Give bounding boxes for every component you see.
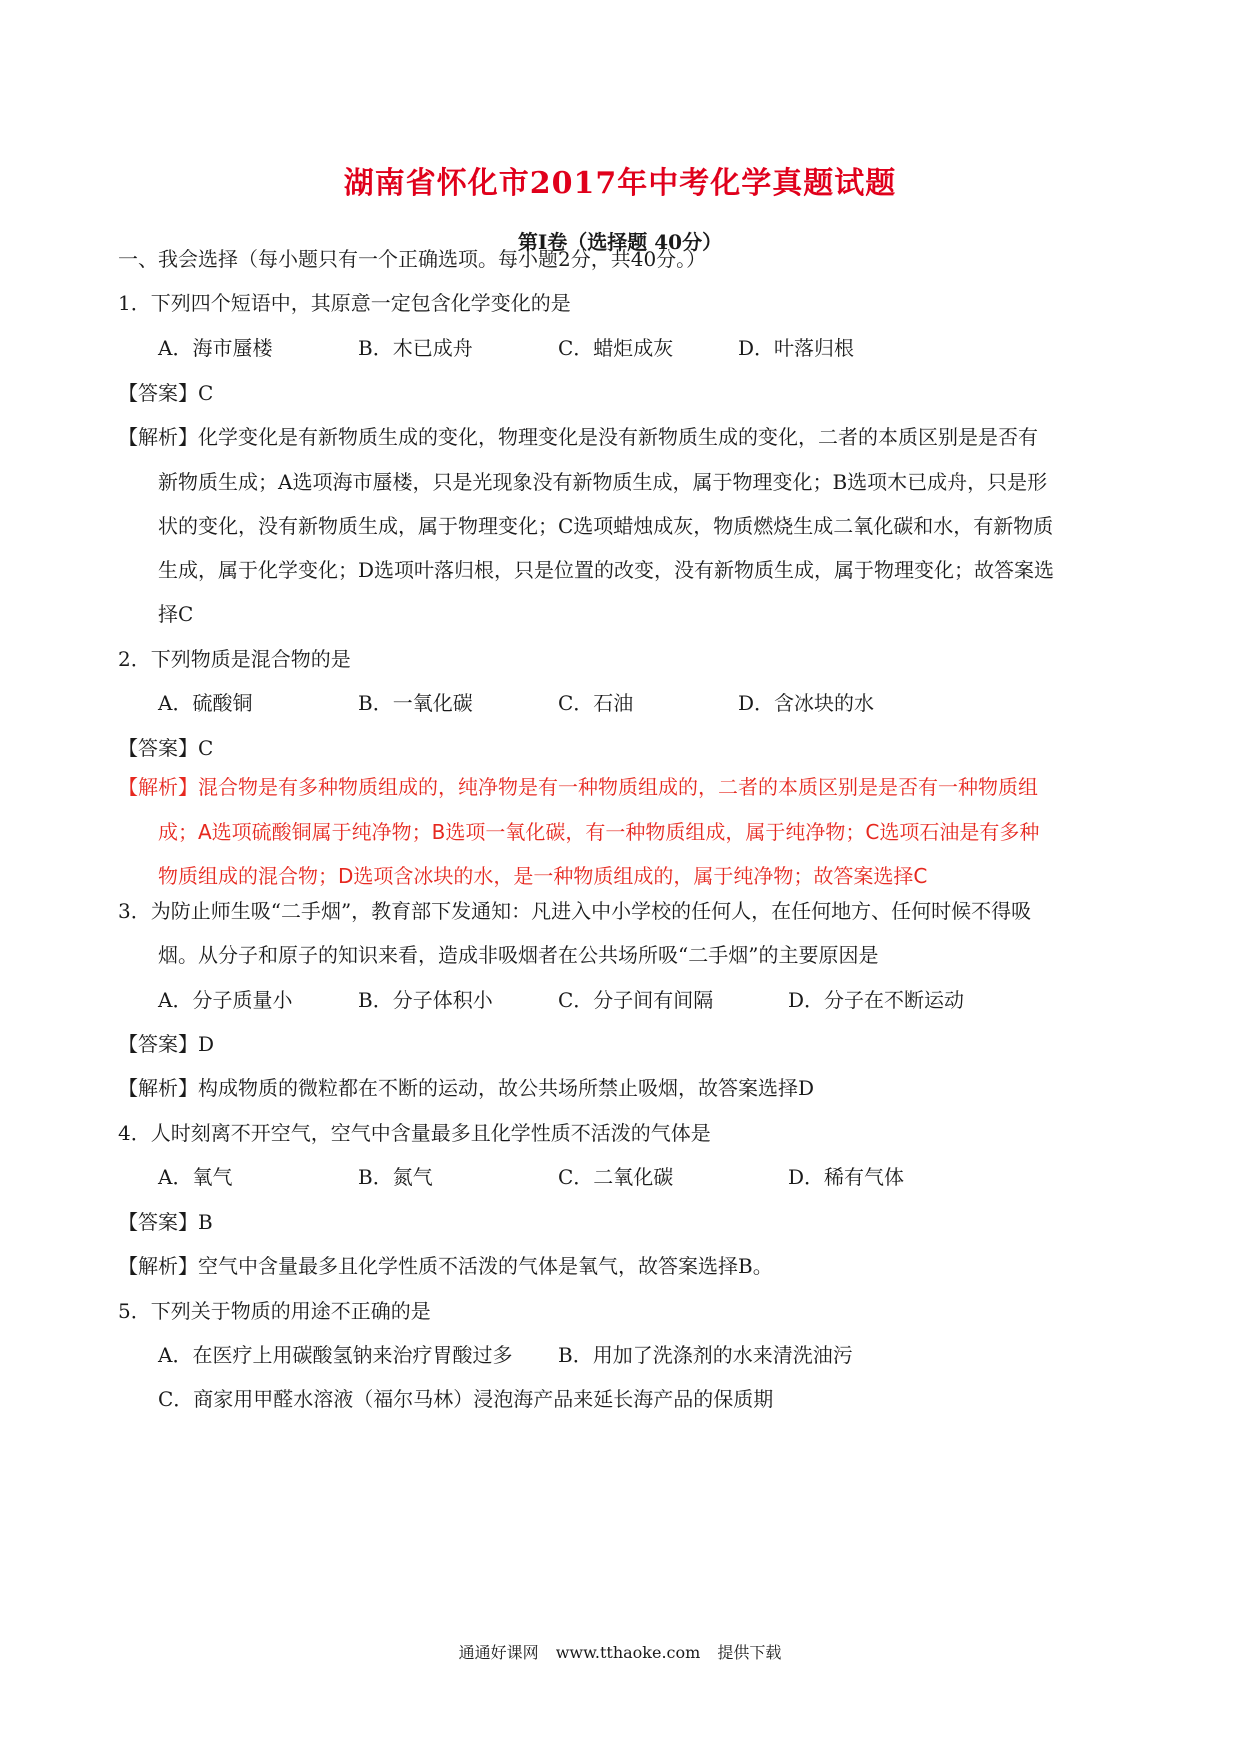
q4-option-d: D．稀有气体 <box>788 1165 905 1189</box>
q5-option-a: A．在医疗上用碳酸氢钠来治疗胃酸过多 <box>158 1343 513 1367</box>
footer-site-name: 通通好课网 <box>458 1643 539 1662</box>
question-1-answer: 【答案】C <box>118 381 214 405</box>
question-2-explanation-line-2: 成；A选项硫酸铜属于纯净物；B选项一氧化碳，有一种物质组成，属于纯净物；C选项石油是有多种 <box>158 820 1040 844</box>
page-title: 湖南省怀化市2017年中考化学真题试题 <box>343 166 897 201</box>
question-3-stem-line-1: 3．为防止师生吸“二手烟”，教育部下发通知：凡进入中小学校的任何人，在任何地方、任何时候不得吸 <box>118 899 1032 923</box>
q2-option-d: D．含冰块的水 <box>738 691 875 715</box>
question-2-stem: 2．下列物质是混合物的是 <box>118 647 351 671</box>
q3-option-d: D．分子在不断运动 <box>788 988 965 1012</box>
question-1-stem: 1．下列四个短语中，其原意一定包含化学变化的是 <box>118 291 571 315</box>
q5-option-b: B．用加了洗涤剂的水来清洗油污 <box>558 1343 853 1367</box>
q1-option-a: A．海市蜃楼 <box>158 336 273 360</box>
q1-option-d: D．叶落归根 <box>738 336 855 360</box>
question-2-explanation-line-3: 物质组成的混合物；D选项含冰块的水，是一种物质组成的，属于纯净物；故答案选择C <box>158 864 928 888</box>
explanation-label: 【解析】 <box>118 1254 198 1278</box>
question-3-explanation: 【解析】构成物质的微粒都在不断的运动，故公共场所禁止吸烟，故答案选择D <box>118 1076 815 1100</box>
question-1-explanation-line-2: 新物质生成；A选项海市蜃楼，只是光现象没有新物质生成，属于物理变化；B选项木已成舟，只是形 <box>158 470 1048 494</box>
explanation-label: 【解析】 <box>118 775 198 799</box>
q2-option-c: C．石油 <box>558 691 634 715</box>
question-4-options <box>158 1164 1058 1190</box>
question-1-explanation-line-1: 【解析】化学变化是有新物质生成的变化，物理变化是没有新物质生成的变化，二者的本质区别是是否有 <box>118 425 1038 449</box>
q4-option-c: C．二氧化碳 <box>558 1165 674 1189</box>
q4-option-b: B．氮气 <box>358 1165 433 1189</box>
question-5-stem: 5．下列关于物质的用途不正确的是 <box>118 1299 431 1323</box>
question-2-options <box>158 690 1058 716</box>
q3-option-a: A．分子质量小 <box>158 988 293 1012</box>
q2-option-b: B．一氧化碳 <box>358 691 473 715</box>
question-4-explanation: 【解析】空气中含量最多且化学性质不活泼的气体是氧气，故答案选择B。 <box>118 1254 773 1278</box>
question-2-answer: 【答案】C <box>118 736 214 760</box>
section-heading: 一、我会选择（每小题只有一个正确选项。每小题2分，共40分。） <box>118 247 707 271</box>
question-2-explanation-line-1: 【解析】混合物是有多种物质组成的，纯净物是有一种物质组成的，二者的本质区别是是否有一种物质组 <box>118 775 1038 799</box>
question-1-explanation-line-3: 状的变化，没有新物质生成，属于物理变化；C选项蜡烛成灰，物质燃烧生成二氧化碳和水，有新物质 <box>158 514 1054 538</box>
q4-option-a: A．氧气 <box>158 1165 233 1189</box>
footer-url: www.tthaoke.com <box>555 1643 701 1662</box>
question-1-explanation-line-5: 择C <box>158 602 194 626</box>
question-1-explanation-line-4: 生成，属于化学变化；D选项叶落归根，只是位置的改变，没有新物质生成，属于物理变化；故答案选 <box>158 558 1055 582</box>
q3-option-c: C．分子间有间隔 <box>558 988 714 1012</box>
question-3-answer: 【答案】D <box>118 1032 215 1056</box>
question-1-options <box>158 335 1058 361</box>
q1-option-c: C．蜡炬成灰 <box>558 336 674 360</box>
q3-option-b: B．分子体积小 <box>358 988 493 1012</box>
explanation-label: 【解析】 <box>118 425 198 449</box>
q2-option-a: A．硫酸铜 <box>158 691 253 715</box>
q1-option-b: B．木已成舟 <box>358 336 473 360</box>
question-4-answer: 【答案】B <box>118 1210 213 1234</box>
question-4-stem: 4．人时刻离不开空气，空气中含量最多且化学性质不活泼的气体是 <box>118 1121 711 1145</box>
explanation-label: 【解析】 <box>118 1076 198 1100</box>
q5-option-c: C．商家用甲醛水溶液（福尔马林）浸泡海产品来延长海产品的保质期 <box>158 1387 774 1411</box>
section-subtitle: 第Ⅰ卷（选择题 40分） <box>517 230 723 254</box>
question-5-options-row-1 <box>158 1342 1058 1368</box>
question-3-options <box>158 987 1058 1013</box>
question-3-stem-line-2: 烟。从分子和原子的知识来看，造成非吸烟者在公共场所吸“二手烟”的主要原因是 <box>158 943 879 967</box>
page-footer <box>0 1640 1240 1663</box>
footer-note: 提供下载 <box>717 1643 782 1662</box>
